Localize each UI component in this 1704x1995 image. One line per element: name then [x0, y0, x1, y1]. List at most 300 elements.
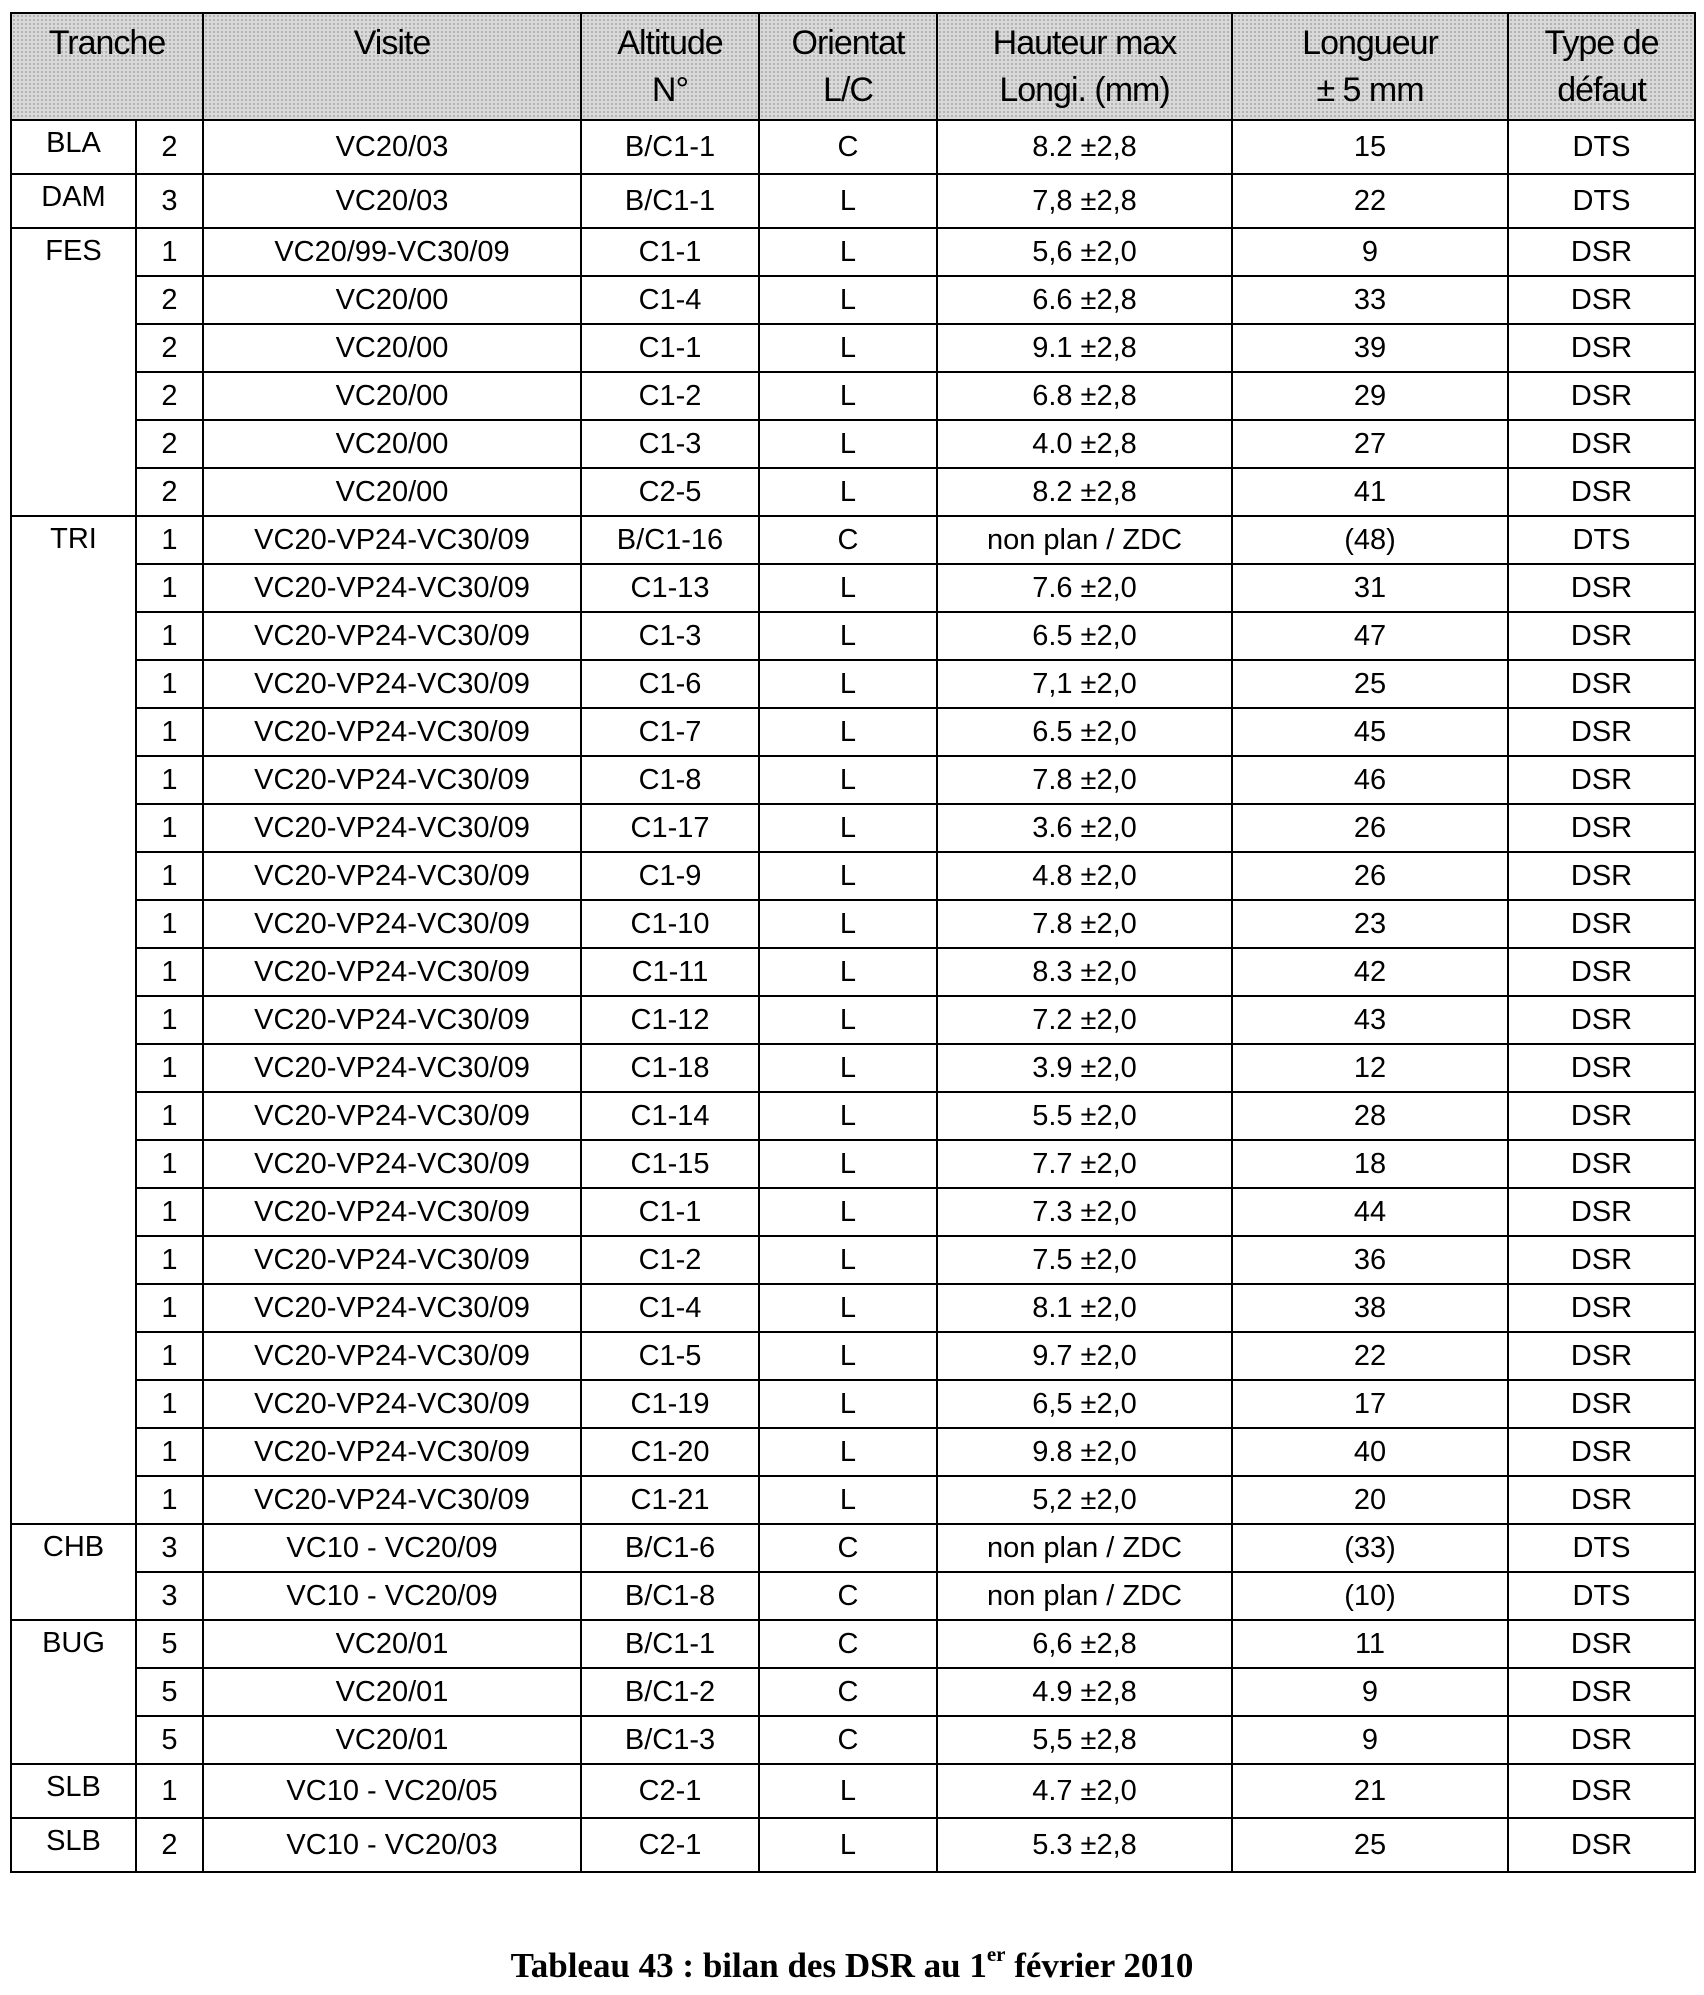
orientation-cell: L	[759, 1476, 937, 1524]
col-header-longueur	[1232, 13, 1508, 120]
hauteur-cell: non plan / ZDC	[937, 516, 1232, 564]
altitude-cell: C1-4	[581, 276, 759, 324]
type-defaut-cell: DSR	[1508, 996, 1695, 1044]
tranche-number-cell: 1	[136, 516, 203, 564]
altitude-cell: C1-1	[581, 1188, 759, 1236]
tranche-number-cell: 1	[136, 1332, 203, 1380]
visite-cell: VC20/00	[203, 276, 581, 324]
visite-cell: VC20/03	[203, 120, 581, 174]
longueur-cell: 9	[1232, 1668, 1508, 1716]
longueur-cell: 17	[1232, 1380, 1508, 1428]
orientation-cell: L	[759, 1818, 937, 1872]
visite-cell: VC20/00	[203, 324, 581, 372]
col-header-type	[1508, 13, 1695, 120]
orientation-cell: L	[759, 756, 937, 804]
site-name-cell: TRI	[11, 516, 136, 1524]
tranche-number-cell: 2	[136, 468, 203, 516]
type-defaut-cell: DSR	[1508, 804, 1695, 852]
orientation-cell: L	[759, 1092, 937, 1140]
tranche-number-cell: 5	[136, 1620, 203, 1668]
col-header-visite	[203, 13, 581, 120]
visite-cell: VC20-VP24-VC30/09	[203, 804, 581, 852]
type-defaut-cell: DTS	[1508, 120, 1695, 174]
table-row	[11, 1236, 1695, 1284]
longueur-cell: (48)	[1232, 516, 1508, 564]
type-defaut-cell: DSR	[1508, 1044, 1695, 1092]
altitude-cell: C1-2	[581, 372, 759, 420]
visite-cell: VC20-VP24-VC30/09	[203, 1332, 581, 1380]
table-row	[11, 1380, 1695, 1428]
tranche-number-cell: 1	[136, 1188, 203, 1236]
type-defaut-cell: DTS	[1508, 516, 1695, 564]
hauteur-cell: 9.7 ±2,0	[937, 1332, 1232, 1380]
table-row	[11, 1476, 1695, 1524]
longueur-cell: 21	[1232, 1764, 1508, 1818]
longueur-cell: 40	[1232, 1428, 1508, 1476]
type-defaut-cell: DSR	[1508, 1284, 1695, 1332]
hauteur-cell: 3.9 ±2,0	[937, 1044, 1232, 1092]
type-defaut-cell: DSR	[1508, 420, 1695, 468]
visite-cell: VC10 - VC20/05	[203, 1764, 581, 1818]
altitude-cell: C1-7	[581, 708, 759, 756]
hauteur-cell: 7,1 ±2,0	[937, 660, 1232, 708]
longueur-cell: 23	[1232, 900, 1508, 948]
tranche-number-cell: 3	[136, 1524, 203, 1572]
altitude-cell: C1-18	[581, 1044, 759, 1092]
hauteur-cell: 5,5 ±2,8	[937, 1716, 1232, 1764]
hauteur-cell: 9.1 ±2,8	[937, 324, 1232, 372]
type-defaut-cell: DSR	[1508, 756, 1695, 804]
orientation-cell: L	[759, 948, 937, 996]
table-row	[11, 120, 1695, 174]
table-row	[11, 228, 1695, 276]
type-defaut-cell: DTS	[1508, 1524, 1695, 1572]
altitude-cell: C1-1	[581, 324, 759, 372]
tranche-number-cell: 1	[136, 660, 203, 708]
visite-cell: VC20/00	[203, 420, 581, 468]
tranche-number-cell: 5	[136, 1668, 203, 1716]
hauteur-cell: 7.6 ±2,0	[937, 564, 1232, 612]
tranche-number-cell: 1	[136, 1764, 203, 1818]
table-row	[11, 1668, 1695, 1716]
table-row	[11, 324, 1695, 372]
table-row	[11, 1044, 1695, 1092]
type-defaut-cell: DSR	[1508, 1716, 1695, 1764]
visite-cell: VC20-VP24-VC30/09	[203, 756, 581, 804]
type-defaut-cell: DSR	[1508, 324, 1695, 372]
hauteur-cell: 7.7 ±2,0	[937, 1140, 1232, 1188]
altitude-cell: C1-8	[581, 756, 759, 804]
visite-cell: VC10 - VC20/03	[203, 1818, 581, 1872]
table-row	[11, 1524, 1695, 1572]
type-defaut-cell: DSR	[1508, 660, 1695, 708]
caption-text: Tableau 43 : bilan des DSR au 1	[510, 1946, 987, 1985]
longueur-cell: 45	[1232, 708, 1508, 756]
tranche-number-cell: 1	[136, 228, 203, 276]
hauteur-cell: 6,5 ±2,0	[937, 1380, 1232, 1428]
type-defaut-cell: DSR	[1508, 468, 1695, 516]
tranche-number-cell: 2	[136, 324, 203, 372]
visite-cell: VC20-VP24-VC30/09	[203, 1188, 581, 1236]
altitude-cell: C1-10	[581, 900, 759, 948]
altitude-cell: C1-17	[581, 804, 759, 852]
header-label: Orientat	[791, 23, 905, 62]
longueur-cell: 36	[1232, 1236, 1508, 1284]
visite-cell: VC20-VP24-VC30/09	[203, 612, 581, 660]
table-row	[11, 1332, 1695, 1380]
altitude-cell: C1-1	[581, 228, 759, 276]
orientation-cell: C	[759, 1524, 937, 1572]
orientation-cell: C	[759, 1620, 937, 1668]
site-name-cell: DAM	[11, 174, 136, 228]
longueur-cell: 38	[1232, 1284, 1508, 1332]
type-defaut-cell: DSR	[1508, 1818, 1695, 1872]
type-defaut-cell: DSR	[1508, 900, 1695, 948]
orientation-cell: L	[759, 1284, 937, 1332]
hauteur-cell: 5,6 ±2,0	[937, 228, 1232, 276]
orientation-cell: L	[759, 708, 937, 756]
orientation-cell: L	[759, 174, 937, 228]
orientation-cell: L	[759, 276, 937, 324]
altitude-cell: C1-13	[581, 564, 759, 612]
hauteur-cell: non plan / ZDC	[937, 1572, 1232, 1620]
type-defaut-cell: DTS	[1508, 1572, 1695, 1620]
table-row	[11, 1818, 1695, 1872]
table-row	[11, 756, 1695, 804]
type-defaut-cell: DTS	[1508, 174, 1695, 228]
longueur-cell: 42	[1232, 948, 1508, 996]
visite-cell: VC10 - VC20/09	[203, 1524, 581, 1572]
altitude-cell: C1-3	[581, 420, 759, 468]
col-header-tranche	[11, 13, 203, 120]
header-label: Type de	[1544, 23, 1659, 62]
header-label: L/C	[823, 70, 873, 109]
orientation-cell: L	[759, 1332, 937, 1380]
altitude-cell: B/C1-1	[581, 120, 759, 174]
hauteur-cell: 6,6 ±2,8	[937, 1620, 1232, 1668]
tranche-number-cell: 1	[136, 996, 203, 1044]
orientation-cell: L	[759, 1380, 937, 1428]
hauteur-cell: 8.3 ±2,0	[937, 948, 1232, 996]
visite-cell: VC20/00	[203, 468, 581, 516]
visite-cell: VC10 - VC20/09	[203, 1572, 581, 1620]
tranche-number-cell: 2	[136, 120, 203, 174]
altitude-cell: C1-2	[581, 1236, 759, 1284]
tranche-number-cell: 2	[136, 372, 203, 420]
altitude-cell: C1-3	[581, 612, 759, 660]
orientation-cell: L	[759, 1044, 937, 1092]
longueur-cell: 22	[1232, 1332, 1508, 1380]
longueur-cell: 11	[1232, 1620, 1508, 1668]
orientation-cell: L	[759, 900, 937, 948]
hauteur-cell: 7.5 ±2,0	[937, 1236, 1232, 1284]
type-defaut-cell: DSR	[1508, 1380, 1695, 1428]
tranche-number-cell: 1	[136, 708, 203, 756]
visite-cell: VC20-VP24-VC30/09	[203, 1140, 581, 1188]
table-row	[11, 612, 1695, 660]
tranche-number-cell: 3	[136, 1572, 203, 1620]
altitude-cell: C2-1	[581, 1818, 759, 1872]
longueur-cell: 33	[1232, 276, 1508, 324]
orientation-cell: L	[759, 660, 937, 708]
orientation-cell: L	[759, 852, 937, 900]
type-defaut-cell: DSR	[1508, 228, 1695, 276]
header-label: ± 5 mm	[1316, 70, 1424, 109]
caption-text-end: février 2010	[1005, 1946, 1194, 1985]
hauteur-cell: 4.9 ±2,8	[937, 1668, 1232, 1716]
visite-cell: VC20-VP24-VC30/09	[203, 1092, 581, 1140]
hauteur-cell: 9.8 ±2,0	[937, 1428, 1232, 1476]
orientation-cell: C	[759, 1572, 937, 1620]
table-row	[11, 372, 1695, 420]
hauteur-cell: 7.2 ±2,0	[937, 996, 1232, 1044]
visite-cell: VC20-VP24-VC30/09	[203, 1380, 581, 1428]
header-label: Tranche	[48, 23, 166, 62]
tranche-number-cell: 1	[136, 1380, 203, 1428]
type-defaut-cell: DSR	[1508, 1428, 1695, 1476]
orientation-cell: C	[759, 120, 937, 174]
altitude-cell: B/C1-1	[581, 1620, 759, 1668]
orientation-cell: L	[759, 324, 937, 372]
longueur-cell: 9	[1232, 228, 1508, 276]
hauteur-cell: 7.8 ±2,0	[937, 756, 1232, 804]
table-row	[11, 1428, 1695, 1476]
visite-cell: VC20-VP24-VC30/09	[203, 948, 581, 996]
type-defaut-cell: DSR	[1508, 564, 1695, 612]
orientation-cell: L	[759, 612, 937, 660]
altitude-cell: C1-12	[581, 996, 759, 1044]
orientation-cell: C	[759, 1668, 937, 1716]
orientation-cell: L	[759, 804, 937, 852]
longueur-cell: 43	[1232, 996, 1508, 1044]
tranche-number-cell: 1	[136, 1140, 203, 1188]
tranche-number-cell: 1	[136, 900, 203, 948]
table-row	[11, 516, 1695, 564]
visite-cell: VC20-VP24-VC30/09	[203, 660, 581, 708]
table-row	[11, 1716, 1695, 1764]
table-row	[11, 660, 1695, 708]
altitude-cell: C1-19	[581, 1380, 759, 1428]
orientation-cell: L	[759, 1140, 937, 1188]
longueur-cell: 15	[1232, 120, 1508, 174]
orientation-cell: L	[759, 564, 937, 612]
hauteur-cell: 3.6 ±2,0	[937, 804, 1232, 852]
col-header-altitude	[581, 13, 759, 120]
hauteur-cell: 5,2 ±2,0	[937, 1476, 1232, 1524]
longueur-cell: (10)	[1232, 1572, 1508, 1620]
altitude-cell: C1-11	[581, 948, 759, 996]
visite-cell: VC20/01	[203, 1620, 581, 1668]
type-defaut-cell: DSR	[1508, 372, 1695, 420]
hauteur-cell: 5.5 ±2,0	[937, 1092, 1232, 1140]
tranche-number-cell: 1	[136, 612, 203, 660]
hauteur-cell: 6.6 ±2,8	[937, 276, 1232, 324]
table-row	[11, 468, 1695, 516]
longueur-cell: 25	[1232, 1818, 1508, 1872]
orientation-cell: C	[759, 1716, 937, 1764]
table-row	[11, 996, 1695, 1044]
altitude-cell: B/C1-2	[581, 1668, 759, 1716]
type-defaut-cell: DSR	[1508, 612, 1695, 660]
longueur-cell: 39	[1232, 324, 1508, 372]
tranche-number-cell: 1	[136, 1236, 203, 1284]
type-defaut-cell: DSR	[1508, 1620, 1695, 1668]
hauteur-cell: 8.2 ±2,8	[937, 120, 1232, 174]
type-defaut-cell: DSR	[1508, 1236, 1695, 1284]
type-defaut-cell: DSR	[1508, 1668, 1695, 1716]
visite-cell: VC20-VP24-VC30/09	[203, 1428, 581, 1476]
longueur-cell: 12	[1232, 1044, 1508, 1092]
type-defaut-cell: DSR	[1508, 852, 1695, 900]
altitude-cell: B/C1-6	[581, 1524, 759, 1572]
longueur-cell: 31	[1232, 564, 1508, 612]
site-name-cell: BUG	[11, 1620, 136, 1764]
altitude-cell: C1-9	[581, 852, 759, 900]
table-row	[11, 852, 1695, 900]
table-row	[11, 564, 1695, 612]
table-row	[11, 1188, 1695, 1236]
caption-superscript: er	[986, 1942, 1006, 1966]
table-row	[11, 1764, 1695, 1818]
longueur-cell: 20	[1232, 1476, 1508, 1524]
site-name-cell: FES	[11, 228, 136, 516]
col-header-hauteur	[937, 13, 1232, 120]
altitude-cell: C1-21	[581, 1476, 759, 1524]
type-defaut-cell: DSR	[1508, 1332, 1695, 1380]
orientation-cell: C	[759, 516, 937, 564]
site-name-cell: BLA	[11, 120, 136, 174]
tranche-number-cell: 5	[136, 1716, 203, 1764]
hauteur-cell: 6.8 ±2,8	[937, 372, 1232, 420]
altitude-cell: C1-4	[581, 1284, 759, 1332]
tranche-number-cell: 1	[136, 948, 203, 996]
tranche-number-cell: 2	[136, 1818, 203, 1872]
altitude-cell: C1-15	[581, 1140, 759, 1188]
header-row	[11, 13, 1695, 120]
type-defaut-cell: DSR	[1508, 948, 1695, 996]
visite-cell: VC20-VP24-VC30/09	[203, 900, 581, 948]
site-name-cell: CHB	[11, 1524, 136, 1620]
tranche-number-cell: 1	[136, 756, 203, 804]
col-header-orientation	[759, 13, 937, 120]
orientation-cell: L	[759, 420, 937, 468]
type-defaut-cell: DSR	[1508, 1092, 1695, 1140]
table-body	[11, 120, 1695, 1872]
longueur-cell: 46	[1232, 756, 1508, 804]
visite-cell: VC20-VP24-VC30/09	[203, 564, 581, 612]
type-defaut-cell: DSR	[1508, 708, 1695, 756]
altitude-cell: B/C1-8	[581, 1572, 759, 1620]
header-spacer	[12, 67, 202, 114]
table-row	[11, 1140, 1695, 1188]
table-row	[11, 708, 1695, 756]
longueur-cell: 18	[1232, 1140, 1508, 1188]
hauteur-cell: 4.8 ±2,0	[937, 852, 1232, 900]
longueur-cell: 28	[1232, 1092, 1508, 1140]
table-row	[11, 804, 1695, 852]
tranche-number-cell: 3	[136, 174, 203, 228]
longueur-cell: 29	[1232, 372, 1508, 420]
longueur-cell: 47	[1232, 612, 1508, 660]
visite-cell: VC20/01	[203, 1716, 581, 1764]
site-name-cell: SLB	[11, 1764, 136, 1818]
visite-cell: VC20/01	[203, 1668, 581, 1716]
type-defaut-cell: DSR	[1508, 1476, 1695, 1524]
dsr-table	[10, 12, 1696, 1873]
header-label: Hauteur max	[992, 23, 1177, 62]
table-row	[11, 900, 1695, 948]
tranche-number-cell: 2	[136, 276, 203, 324]
tranche-number-cell: 1	[136, 1044, 203, 1092]
type-defaut-cell: DSR	[1508, 1764, 1695, 1818]
tranche-number-cell: 1	[136, 1476, 203, 1524]
header-label: défaut	[1557, 70, 1646, 109]
altitude-cell: C2-1	[581, 1764, 759, 1818]
table-row	[11, 1284, 1695, 1332]
table-row	[11, 1092, 1695, 1140]
visite-cell: VC20-VP24-VC30/09	[203, 1284, 581, 1332]
longueur-cell: 9	[1232, 1716, 1508, 1764]
table-row	[11, 174, 1695, 228]
type-defaut-cell: DSR	[1508, 1140, 1695, 1188]
hauteur-cell: 6.5 ±2,0	[937, 612, 1232, 660]
table-row	[11, 420, 1695, 468]
type-defaut-cell: DSR	[1508, 276, 1695, 324]
tranche-number-cell: 1	[136, 852, 203, 900]
hauteur-cell: 5.3 ±2,8	[937, 1818, 1232, 1872]
hauteur-cell: 4.7 ±2,0	[937, 1764, 1232, 1818]
tranche-number-cell: 1	[136, 1284, 203, 1332]
type-defaut-cell: DSR	[1508, 1188, 1695, 1236]
orientation-cell: L	[759, 1188, 937, 1236]
orientation-cell: L	[759, 1236, 937, 1284]
longueur-cell: 26	[1232, 804, 1508, 852]
table-row	[11, 1572, 1695, 1620]
orientation-cell: L	[759, 996, 937, 1044]
table-row	[11, 1620, 1695, 1668]
tranche-number-cell: 1	[136, 804, 203, 852]
table-caption	[0, 1942, 1704, 1986]
header-label: Longi. (mm)	[999, 70, 1170, 109]
visite-cell: VC20-VP24-VC30/09	[203, 708, 581, 756]
longueur-cell: 26	[1232, 852, 1508, 900]
orientation-cell: L	[759, 468, 937, 516]
longueur-cell: 22	[1232, 174, 1508, 228]
visite-cell: VC20-VP24-VC30/09	[203, 852, 581, 900]
altitude-cell: C1-5	[581, 1332, 759, 1380]
hauteur-cell: non plan / ZDC	[937, 1524, 1232, 1572]
tranche-number-cell: 1	[136, 1092, 203, 1140]
longueur-cell: 27	[1232, 420, 1508, 468]
visite-cell: VC20-VP24-VC30/09	[203, 516, 581, 564]
altitude-cell: B/C1-3	[581, 1716, 759, 1764]
altitude-cell: C2-5	[581, 468, 759, 516]
longueur-cell: 41	[1232, 468, 1508, 516]
altitude-cell: C1-6	[581, 660, 759, 708]
hauteur-cell: 7.3 ±2,0	[937, 1188, 1232, 1236]
tranche-number-cell: 2	[136, 420, 203, 468]
header-label: Longueur	[1302, 23, 1438, 62]
longueur-cell: (33)	[1232, 1524, 1508, 1572]
altitude-cell: C1-20	[581, 1428, 759, 1476]
orientation-cell: L	[759, 228, 937, 276]
altitude-cell: C1-14	[581, 1092, 759, 1140]
tranche-number-cell: 1	[136, 564, 203, 612]
header-spacer	[204, 67, 580, 114]
visite-cell: VC20/00	[203, 372, 581, 420]
longueur-cell: 44	[1232, 1188, 1508, 1236]
hauteur-cell: 8.1 ±2,0	[937, 1284, 1232, 1332]
